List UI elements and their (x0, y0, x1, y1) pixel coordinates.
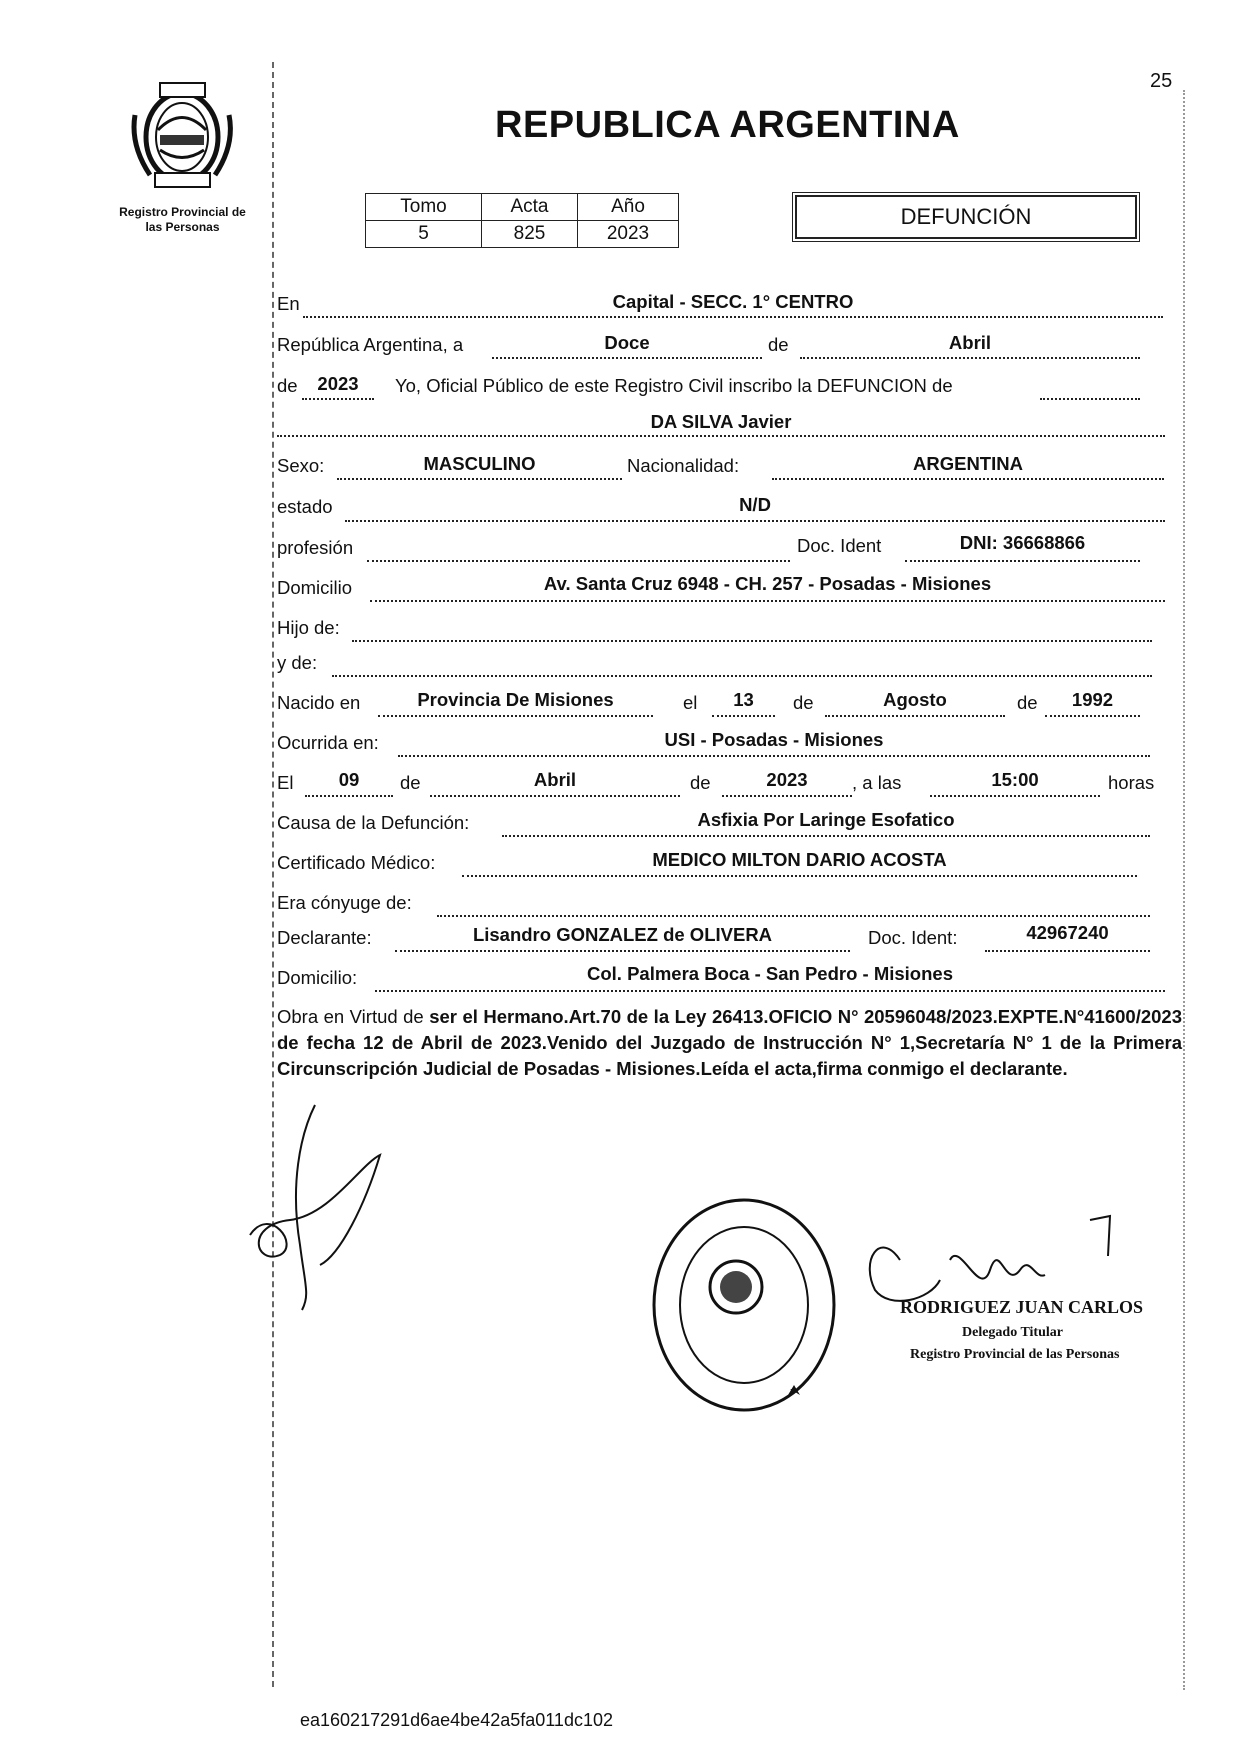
declarante-label: Declarante: (277, 927, 372, 948)
tomo-header: Tomo (366, 194, 482, 221)
dotted-line (378, 715, 653, 717)
medical-certificate-value: MEDICO MILTON DARIO ACOSTA (652, 849, 947, 870)
causa-label: Causa de la Defunción: (277, 812, 470, 833)
dotted-line (800, 357, 1140, 359)
marital-status-value: N/D (739, 494, 771, 515)
de-label: de (793, 692, 814, 713)
dotted-line (1040, 398, 1140, 400)
dotted-line (303, 316, 1163, 318)
decl-doc-label: Doc. Ident: (868, 927, 958, 948)
dotted-line (395, 950, 850, 952)
dotted-line (437, 915, 1150, 917)
yde-label: y de: (277, 652, 318, 673)
deceased-name: DA SILVA Javier (650, 411, 792, 432)
signatory-name: RODRIGUEZ JUAN CARLOS (900, 1297, 1144, 1317)
reference-table (365, 193, 679, 248)
acta-header: Acta (482, 194, 578, 221)
de-label: de (1017, 692, 1038, 713)
anio-value: 2023 (578, 221, 679, 248)
domicilio2-label: Domicilio: (277, 967, 358, 988)
domicilio-label: Domicilio (277, 577, 353, 598)
dotted-line (302, 398, 374, 400)
death-year: 2023 (766, 769, 808, 790)
tomo-value: 5 (366, 221, 482, 248)
de-label: de (768, 334, 789, 355)
hijo-label: Hijo de: (277, 617, 340, 638)
doc-label: Doc. Ident (797, 535, 882, 556)
signatory-role: Delegado Titular (962, 1325, 1063, 1340)
dotted-line (985, 950, 1150, 952)
dotted-line (430, 795, 680, 797)
right-margin-marks (1183, 90, 1185, 1690)
official-stamp (648, 1195, 840, 1415)
conyuge-label: Era cónyuge de: (277, 892, 412, 913)
dotted-line (277, 435, 1165, 437)
dotted-line (502, 835, 1150, 837)
declarant-address: Col. Palmera Boca - San Pedro - Misiones (587, 963, 953, 984)
record-type-box: DEFUNCIÓN (795, 195, 1137, 239)
dotted-line (930, 795, 1100, 797)
el-label: El (277, 772, 294, 793)
ocurrida-label: Ocurrida en: (277, 732, 379, 753)
dotted-line (905, 560, 1140, 562)
document-hash: ea160217291d6ae4be42a5fa011dc102 (300, 1710, 613, 1730)
address-value: Av. Santa Cruz 6948 - CH. 257 - Posadas - Misiones (543, 573, 992, 594)
estado-label: estado (277, 496, 333, 517)
declarant-signature (240, 1095, 400, 1315)
profesion-label: profesión (277, 537, 354, 558)
nacionalidad-label: Nacionalidad: (627, 455, 740, 476)
republica-label: República Argentina, a (277, 334, 464, 355)
cause-of-death-value: Asfixia Por Laringe Esofatico (697, 809, 955, 830)
obra-prefix: Obra en Virtud de (277, 1006, 424, 1027)
obra-paragraph (277, 1004, 1182, 1082)
place-value: Capital - SECC. 1° CENTRO (612, 291, 854, 312)
nationality-value: ARGENTINA (913, 453, 1023, 474)
certificado-label: Certificado Médico: (277, 852, 436, 873)
de-label: de (690, 772, 711, 793)
signatory-org: Registro Provincial de las Personas (910, 1347, 1120, 1362)
birthplace-value: Provincia De Misiones (417, 689, 614, 710)
declarant-doc: 42967240 (1026, 922, 1109, 943)
declarant-name: Lisandro GONZALEZ de OLIVERA (472, 924, 773, 945)
dotted-line (492, 357, 762, 359)
doc-value: DNI: 36668866 (959, 532, 1086, 553)
document-title: REPUBLICA ARGENTINA (495, 104, 960, 146)
inscribo-text: Yo, Oficial Público de este Registro Civil inscribo la DEFUNCION de (395, 375, 953, 396)
page-number: 25 (1150, 70, 1173, 92)
dotted-line (712, 715, 775, 717)
registration-day: Doce (604, 332, 650, 353)
dotted-line (345, 520, 1165, 522)
sexo-label: Sexo: (277, 455, 325, 476)
dotted-line (337, 478, 622, 480)
de-label: de (277, 375, 298, 396)
dotted-line (370, 600, 1165, 602)
anio-header: Año (578, 194, 679, 221)
dotted-line (462, 875, 1137, 877)
birth-year: 1992 (1071, 689, 1114, 710)
sex-value: MASCULINO (423, 453, 536, 474)
dotted-line (305, 795, 393, 797)
dotted-line (1045, 715, 1140, 717)
dotted-line (772, 478, 1164, 480)
obra-body: ser el Hermano.Art.70 de la Ley 26413.OFICIO N° 20596048/2023.EXPTE.N°41600/2023 de fecha 12 de Abril de 2023.Venido del Juzgado de Instrucción N° 1,Secretaría N° 1 de la Primera Circunscripción Judicial de Posadas - Misiones.Leída el acta,firma conmigo el declarante. (277, 1006, 1183, 1079)
death-time: 15:00 (991, 769, 1039, 790)
registration-month: Abril (948, 332, 992, 353)
dotted-line (332, 675, 1152, 677)
death-place-value: USI - Posadas - Misiones (664, 729, 884, 750)
dotted-line (367, 560, 790, 562)
death-month: Abril (533, 769, 577, 790)
dotted-line (398, 755, 1150, 757)
left-margin-line (272, 62, 274, 1687)
birth-month: Agosto (883, 689, 947, 710)
acta-value: 825 (482, 221, 578, 248)
agency-name: Registro Provincial de las Personas (119, 205, 246, 234)
birth-day: 13 (733, 689, 754, 710)
death-day: 09 (338, 769, 360, 790)
dotted-line (722, 795, 852, 797)
el-label: el (683, 692, 698, 713)
dotted-line (825, 715, 1005, 717)
dotted-line (352, 640, 1152, 642)
en-label: En (277, 293, 300, 314)
dotted-line (375, 990, 1165, 992)
nacido-label: Nacido en (277, 692, 361, 713)
provincial-seal-logo (125, 75, 240, 195)
alas-label: , a las (852, 772, 902, 793)
registration-year: 2023 (317, 373, 359, 394)
de-label: de (400, 772, 421, 793)
horas-label: horas (1108, 772, 1155, 793)
